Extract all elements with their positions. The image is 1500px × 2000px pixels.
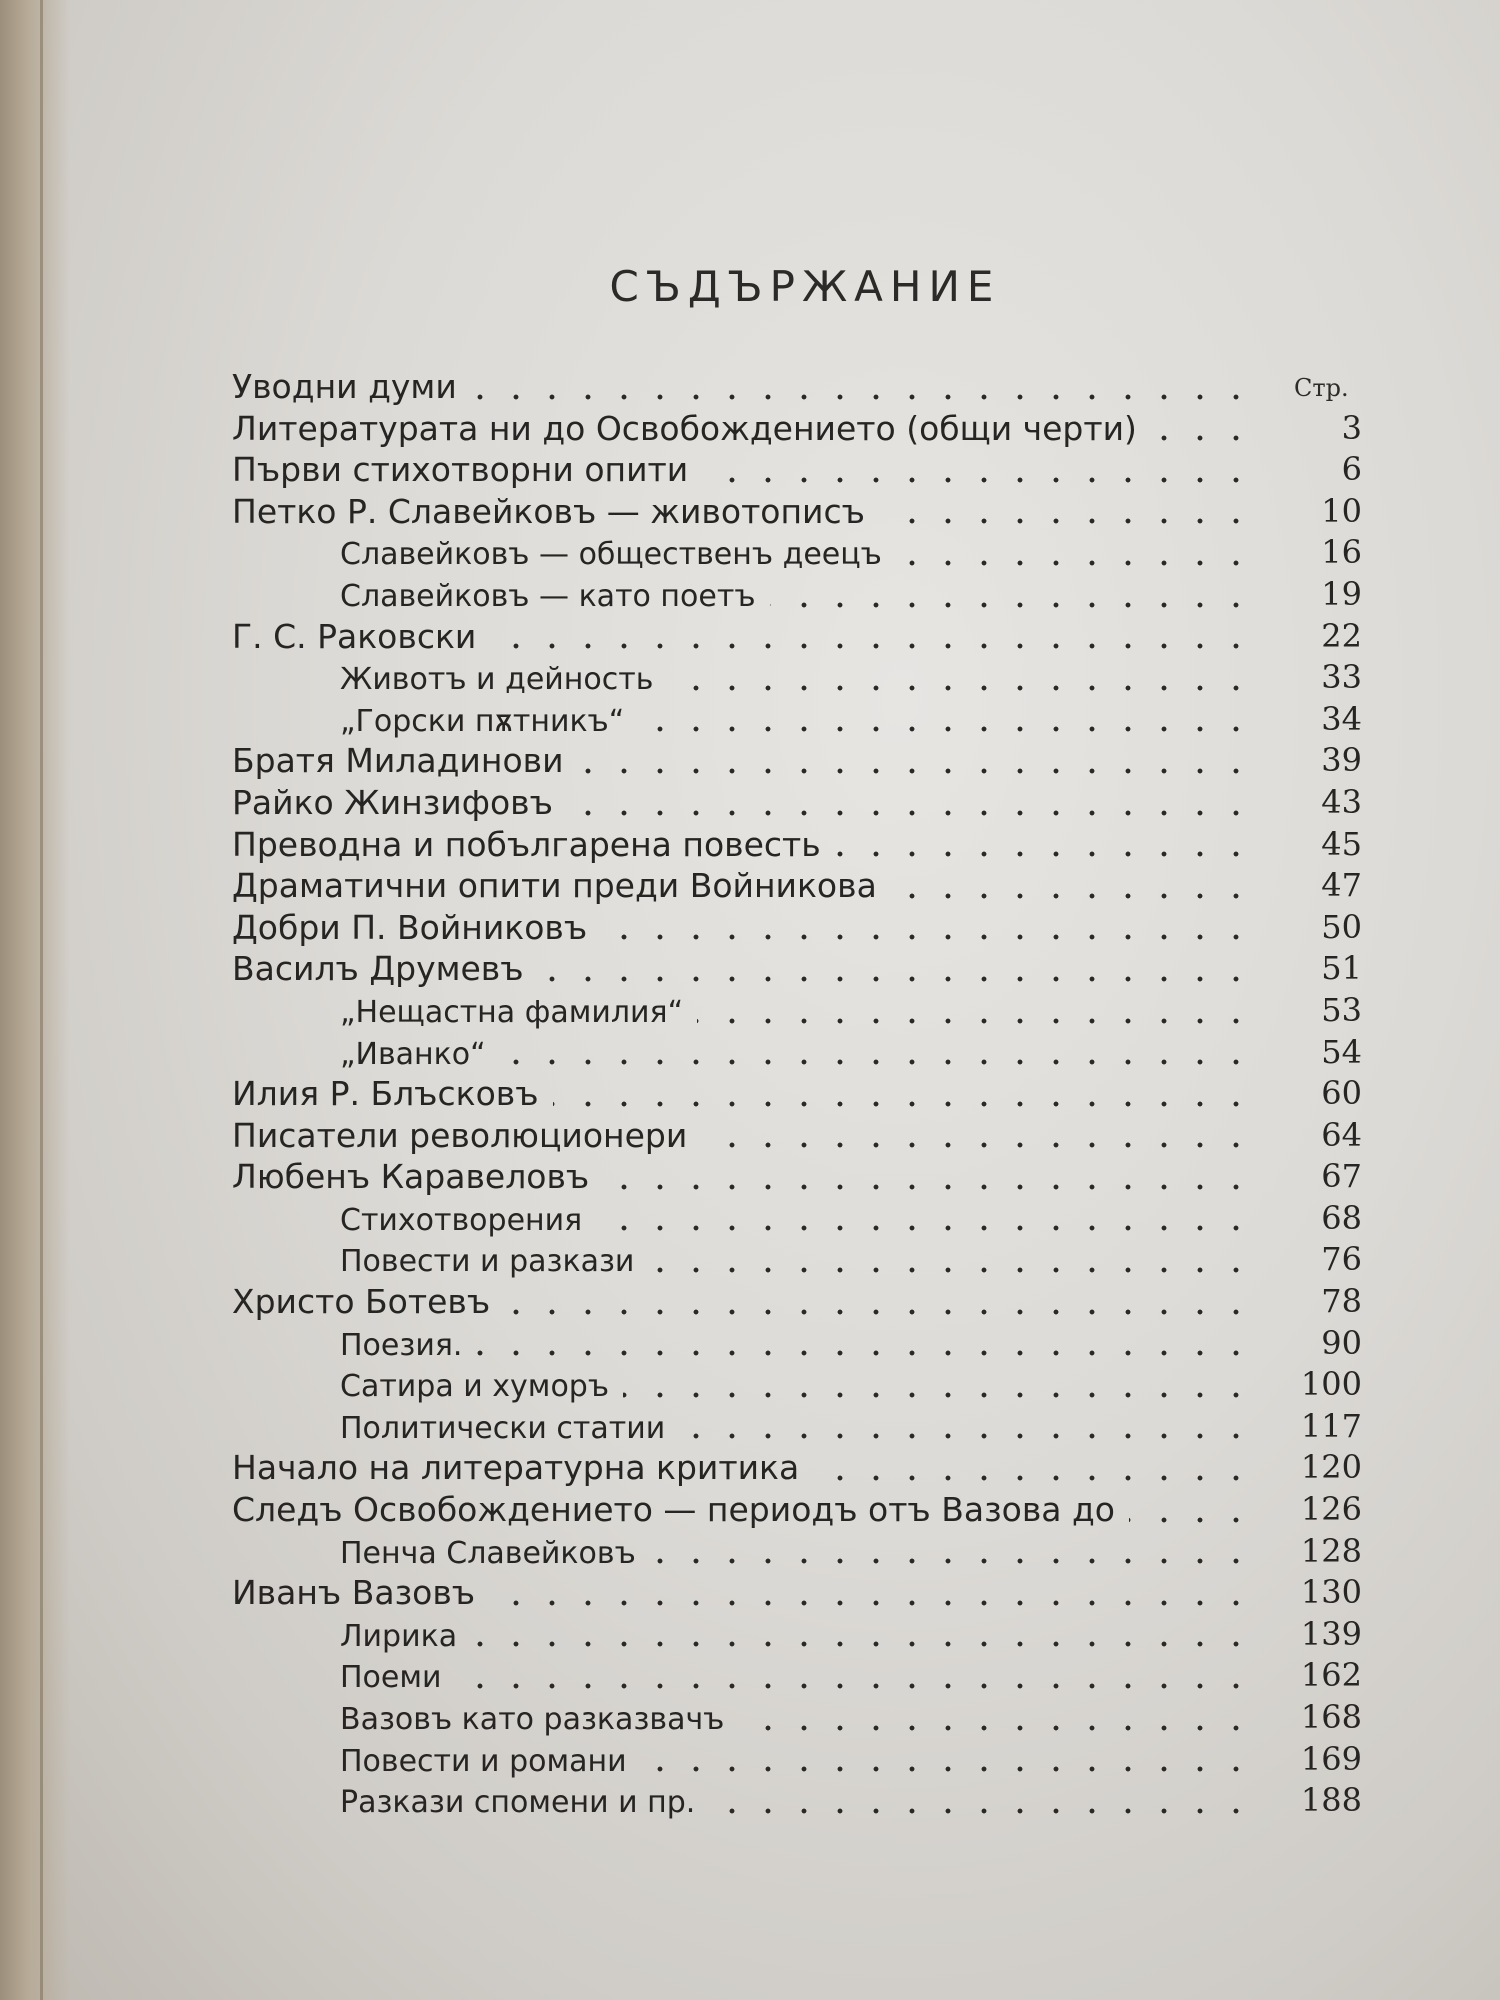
toc-entry-title: Литературата ни до Освобождението (общи черти) xyxy=(232,408,1137,448)
toc-entry xyxy=(232,782,1362,824)
table-of-contents xyxy=(232,366,1362,1822)
toc-entry-page: 90 xyxy=(1321,1323,1362,1362)
toc-entry-title: Преводна и побългарена повесть xyxy=(232,824,821,864)
toc-entry-page: 43 xyxy=(1321,782,1362,821)
toc-entry-title: Повести и разкази xyxy=(340,1244,635,1280)
toc-entry-title: Писатели революционери xyxy=(232,1115,688,1155)
toc-entry-page: 76 xyxy=(1321,1240,1362,1279)
toc-entry-title: Славейковъ — общественъ деецъ xyxy=(340,537,882,573)
toc-entry-page: 68 xyxy=(1321,1198,1362,1237)
toc-entry xyxy=(232,657,1362,699)
toc-entry-page: 39 xyxy=(1321,741,1362,780)
toc-entry-page: 168 xyxy=(1300,1698,1362,1736)
toc-entry-page: 67 xyxy=(1321,1157,1362,1196)
toc-entry-title: Поеми xyxy=(340,1660,442,1696)
toc-entry-page: 53 xyxy=(1321,990,1362,1029)
toc-entry xyxy=(232,699,1362,741)
toc-entry xyxy=(232,824,1362,866)
toc-entry-page: 78 xyxy=(1321,1282,1362,1321)
toc-entry xyxy=(232,1531,1362,1573)
toc-entry xyxy=(232,449,1362,491)
toc-entry xyxy=(232,1697,1362,1739)
toc-entry-page: 54 xyxy=(1321,1032,1362,1071)
toc-entry-title: Политически статии xyxy=(340,1410,666,1446)
toc-entry-page: 64 xyxy=(1321,1115,1362,1154)
toc-entry xyxy=(232,1364,1362,1406)
toc-entry-title: Христо Ботевъ xyxy=(232,1282,491,1322)
toc-entry-page: 51 xyxy=(1321,949,1362,988)
toc-entry-title: Братя Миладинови xyxy=(232,741,564,781)
toc-entry-title: Райко Жинзифовъ xyxy=(232,782,553,822)
toc-entry-title: Повести и романи xyxy=(340,1743,627,1779)
toc-entry xyxy=(232,1281,1362,1323)
toc-entry xyxy=(232,740,1362,782)
toc-entry-title: „Иванко“ xyxy=(340,1036,486,1072)
toc-entry-title: Следъ Освобождението — периодъ отъ Вазова до xyxy=(232,1490,1115,1530)
toc-entry-page: 60 xyxy=(1321,1074,1362,1113)
toc-entry xyxy=(232,865,1362,907)
toc-entry-page: 130 xyxy=(1300,1573,1362,1612)
toc-entry-page: 120 xyxy=(1300,1448,1362,1487)
toc-entry xyxy=(232,1239,1362,1281)
toc-entry-page: 169 xyxy=(1300,1739,1362,1778)
toc-entry xyxy=(232,1447,1362,1489)
toc-entry xyxy=(232,1489,1362,1531)
toc-entry-title: Уводни думи xyxy=(232,367,457,406)
toc-entry-page: 126 xyxy=(1300,1490,1362,1529)
toc-entry-title: Първи стихотворни опити xyxy=(232,450,689,490)
toc-entry-page: 188 xyxy=(1300,1781,1362,1820)
toc-entry-title: Иванъ Вазовъ xyxy=(232,1573,476,1613)
toc-entry-page: 128 xyxy=(1300,1531,1362,1570)
toc-entry-title: Сатира и хуморъ xyxy=(340,1369,610,1405)
page-title: СЪДЪРЖАНИЕ xyxy=(609,262,1001,311)
toc-entry-page: 6 xyxy=(1341,450,1362,489)
toc-entry xyxy=(232,491,1362,533)
toc-entry xyxy=(232,1655,1362,1697)
toc-entry-title: „Нещастна фамилия“ xyxy=(340,994,684,1030)
toc-entry xyxy=(232,1156,1362,1198)
toc-entry xyxy=(232,532,1362,574)
toc-entry-page: 3 xyxy=(1341,408,1362,447)
toc-entry-title: Стихотворения xyxy=(340,1202,583,1238)
toc-entry xyxy=(232,616,1362,658)
toc-entry xyxy=(232,1572,1362,1614)
toc-entry xyxy=(232,574,1362,616)
toc-entry-page: 16 xyxy=(1321,533,1362,572)
toc-entry-title: „Горски пѫтникъ“ xyxy=(340,703,625,739)
toc-entry-page: 162 xyxy=(1300,1656,1362,1695)
toc-entry-page: 47 xyxy=(1321,866,1362,905)
toc-entry xyxy=(232,1323,1362,1365)
toc-entry-title: Разкази спомени и пр. xyxy=(340,1785,696,1821)
toc-entry xyxy=(232,1073,1362,1115)
toc-entry-page: 19 xyxy=(1321,574,1362,613)
toc-entry-title: Добри П. Войниковъ xyxy=(232,907,588,947)
toc-entry xyxy=(232,907,1362,949)
toc-entry-title: Животъ и дейность xyxy=(340,662,654,698)
toc-entry-title: Василъ Друмевъ xyxy=(232,949,524,989)
toc-entry-title: Поезия. xyxy=(340,1327,463,1363)
toc-entry xyxy=(232,948,1362,990)
toc-entry xyxy=(232,366,1362,408)
toc-entry-title: Славейковъ — като поетъ xyxy=(340,578,756,614)
toc-entry-title: Начало на литературна критика xyxy=(232,1448,800,1488)
toc-entry-title: Драматични опити преди Войникова xyxy=(232,866,877,906)
toc-entry-page: 45 xyxy=(1321,824,1362,863)
toc-entry xyxy=(232,1614,1362,1656)
toc-entry xyxy=(232,1406,1362,1448)
toc-entry-title: Любенъ Каравеловъ xyxy=(232,1157,590,1197)
toc-entry xyxy=(232,1739,1362,1781)
toc-entry xyxy=(232,1115,1362,1157)
page-column-label: Стр. xyxy=(1294,374,1349,402)
toc-entry-title: Лирика xyxy=(340,1618,458,1654)
toc-entry-title: Вазовъ като разказвачъ xyxy=(340,1702,725,1737)
toc-entry-page: 34 xyxy=(1321,699,1362,738)
toc-entry-page: 117 xyxy=(1300,1406,1362,1445)
toc-entry-page: 139 xyxy=(1300,1614,1362,1653)
toc-entry xyxy=(232,1780,1362,1822)
toc-entry-title: Петко Р. Славейковъ — животописъ xyxy=(232,491,865,531)
toc-entry-page: 33 xyxy=(1321,658,1362,697)
toc-entry-title: Пенча Славейковъ xyxy=(340,1535,636,1571)
toc-entry-title: Г. С. Раковски xyxy=(232,616,477,656)
toc-entry xyxy=(232,1032,1362,1074)
toc-entry-page: 22 xyxy=(1321,616,1362,655)
toc-entry-page: 50 xyxy=(1321,907,1362,946)
toc-entry xyxy=(232,990,1362,1032)
toc-entry-title: Илия Р. Блъсковъ xyxy=(232,1074,539,1114)
toc-entry-page: 100 xyxy=(1300,1365,1362,1404)
toc-entry xyxy=(232,1198,1362,1240)
toc-entry xyxy=(232,408,1362,450)
toc-entry-page: 10 xyxy=(1321,491,1362,530)
